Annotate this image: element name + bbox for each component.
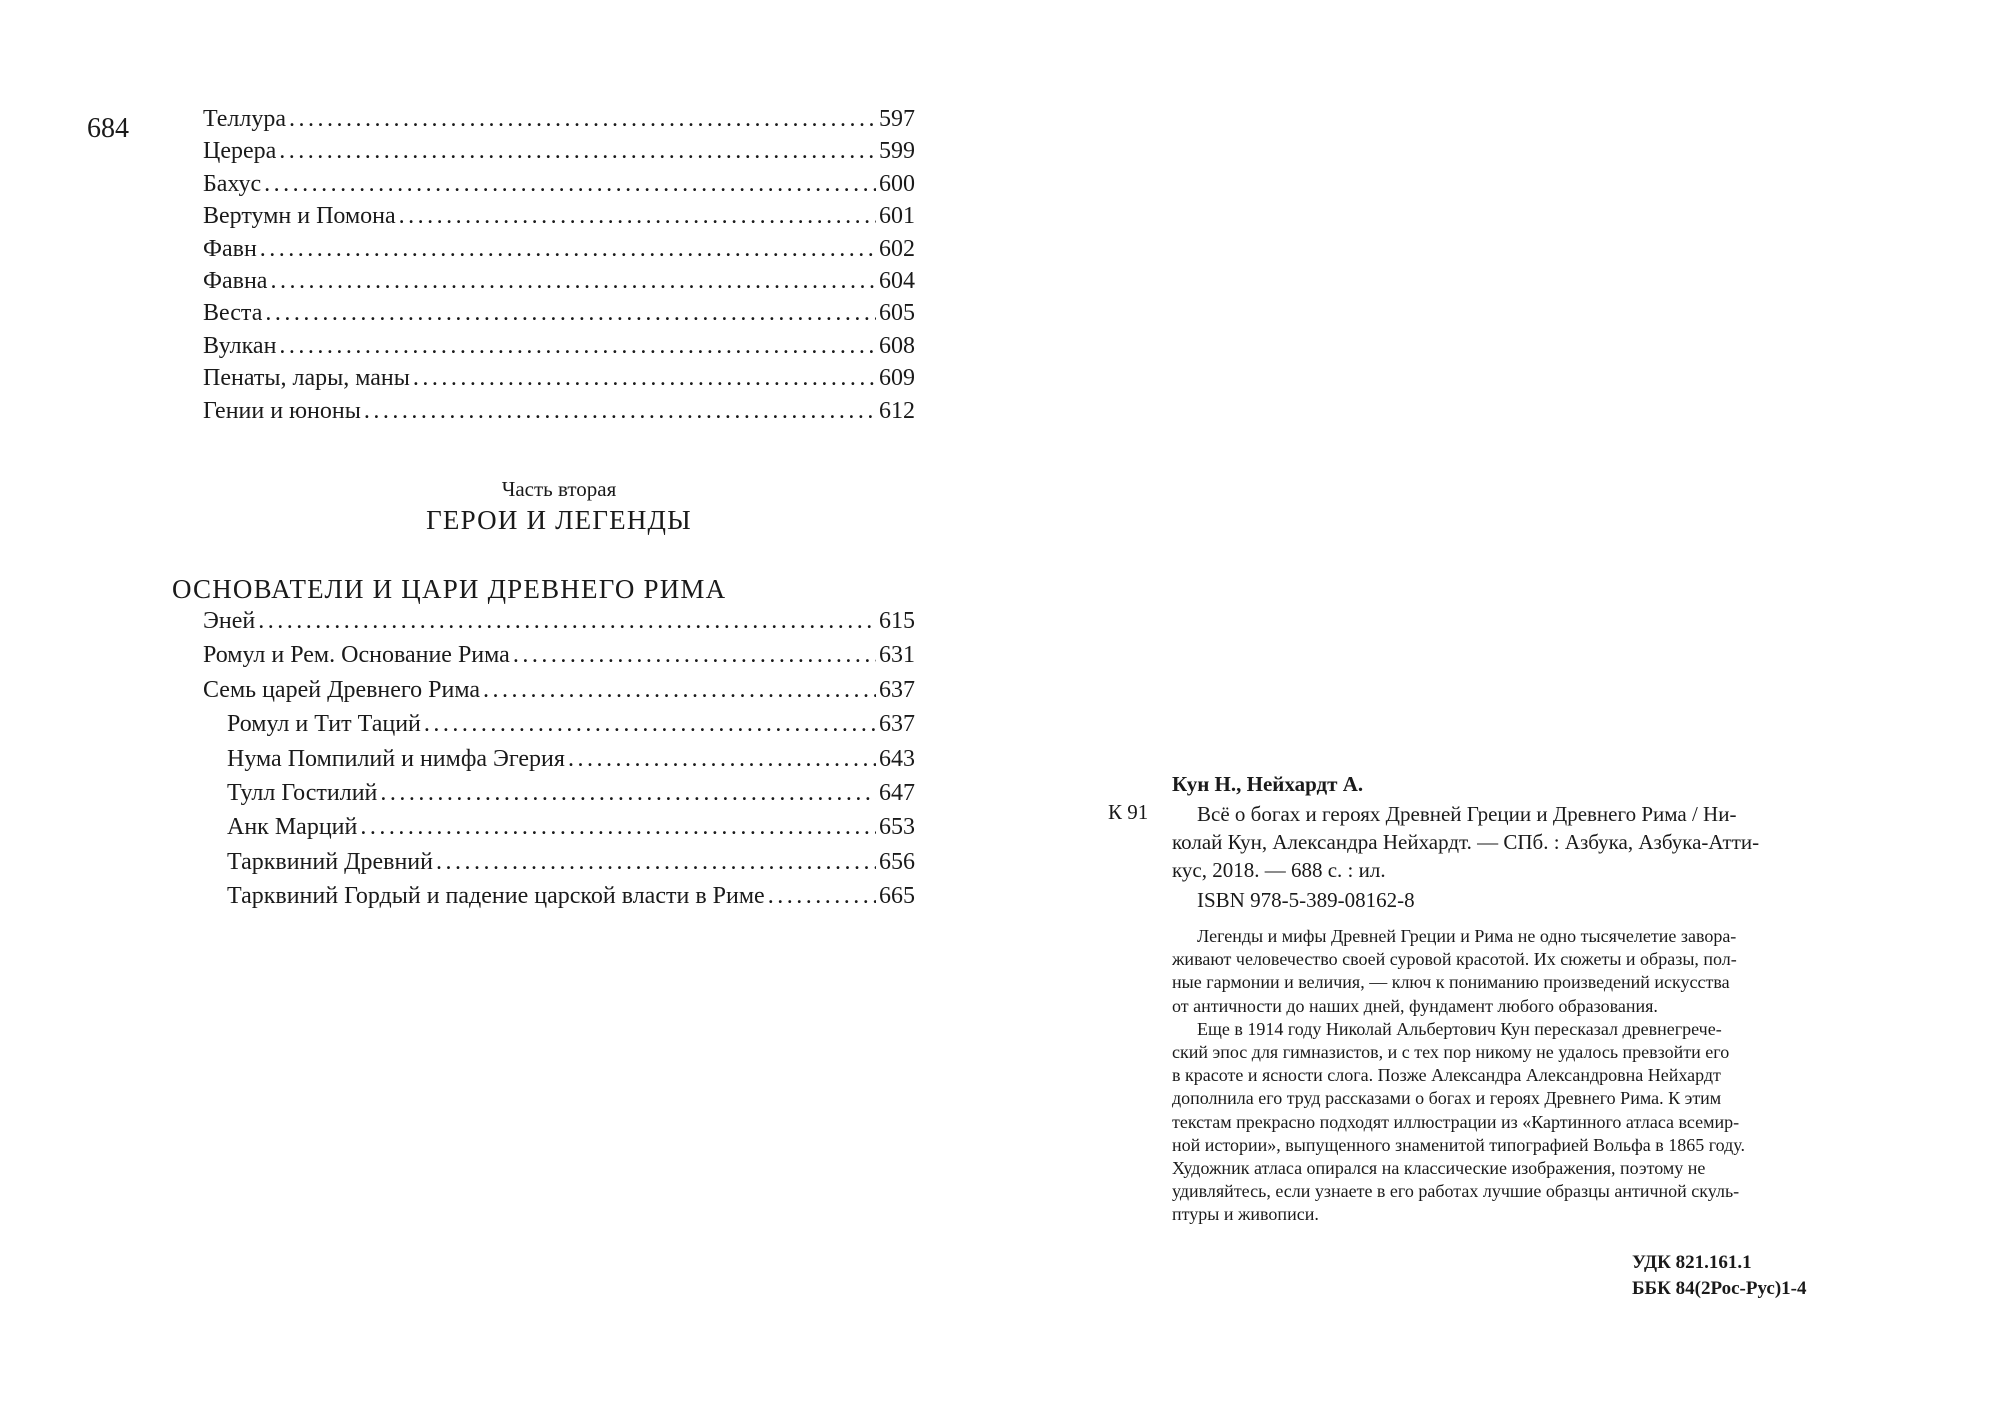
toc-entry-title: Ромул и Рем. Основание Рима — [203, 642, 510, 669]
toc-leader-dots — [364, 398, 876, 425]
toc-entry-title: Фавн — [203, 235, 257, 262]
catalog-description — [1172, 800, 1807, 884]
catalog-description-line: кус, 2018. — 688 с. : ил. — [1172, 858, 1386, 882]
toc-leader-dots — [360, 814, 876, 841]
toc-subentry[interactable] — [203, 780, 915, 814]
toc-entry[interactable] — [203, 677, 915, 711]
toc-entry-title: Тулл Гостилий — [227, 779, 378, 806]
toc-entry[interactable] — [203, 138, 915, 170]
toc-leader-dots — [436, 849, 876, 876]
toc-entry[interactable] — [203, 106, 915, 138]
toc-entry-page: 604 — [879, 267, 915, 294]
toc-entry[interactable] — [203, 300, 915, 332]
toc-entry[interactable] — [203, 365, 915, 397]
toc-list-bottom — [203, 608, 915, 918]
classification-codes — [1632, 1250, 1806, 1302]
udk-code: УДК 821.161.1 — [1632, 1252, 1752, 1273]
toc-subentry[interactable] — [203, 883, 915, 917]
section-title: ОСНОВАТЕЛИ И ЦАРИ ДРЕВНЕГО РИМА — [172, 574, 727, 604]
toc-leader-dots — [279, 138, 876, 165]
toc-entry-page: 600 — [879, 170, 915, 197]
toc-entry-title: Веста — [203, 300, 263, 327]
toc-leader-dots — [568, 746, 876, 773]
toc-leader-dots — [768, 883, 876, 910]
annotation-line: дополнила его труд рассказами о богах и героях Древнего Рима. К этим — [1172, 1088, 1722, 1109]
toc-leader-dots — [258, 608, 876, 635]
toc-entry[interactable] — [203, 642, 915, 676]
toc-subentry[interactable] — [203, 746, 915, 780]
toc-entry-title: Вертумн и Помона — [203, 203, 396, 230]
toc-entry-title: Фавна — [203, 267, 268, 294]
toc-leader-dots — [265, 300, 876, 327]
toc-entry-page: 599 — [879, 138, 915, 165]
toc-leader-dots — [264, 171, 876, 198]
toc-entry-page: 665 — [879, 883, 915, 910]
toc-entry[interactable] — [203, 236, 915, 268]
annotation-line: от античности до наших дней, фундамент любого образования. — [1172, 995, 1658, 1016]
annotation-line: ные гармонии и величия, — ключ к пониманию произведений искусства — [1172, 972, 1730, 993]
toc-entry-title: Гении и юноны — [203, 397, 361, 424]
toc-entry-title: Вулкан — [203, 332, 277, 359]
toc-subentry[interactable] — [203, 849, 915, 883]
toc-entry-title: Эней — [203, 608, 256, 634]
annotation-line: Еще в 1914 году Николай Альбертович Кун пересказал древнегрече- — [1197, 1018, 1722, 1039]
toc-leader-dots — [413, 365, 876, 392]
catalog-isbn: ISBN 978-5-389-08162-8 — [1197, 888, 1415, 912]
toc-entry-page: 653 — [879, 814, 915, 841]
catalog-author: Кун Н., Нейхардт А. — [1172, 772, 1364, 796]
toc-entry-page: 656 — [879, 848, 915, 875]
toc-entry-page: 615 — [879, 608, 915, 634]
toc-entry-page: 597 — [879, 106, 915, 132]
toc-leader-dots — [260, 236, 876, 263]
annotation-line: живают человечество своей суровой красотой. Их сюжеты и образы, пол- — [1172, 949, 1737, 970]
toc-leader-dots — [289, 106, 876, 133]
toc-entry-page: 602 — [879, 235, 915, 262]
toc-entry-title: Семь царей Древнего Рима — [203, 676, 481, 703]
annotation-line: ский эпос для гимназистов, и с тех пор никому не удалось превзойти его — [1172, 1042, 1730, 1063]
toc-entry-page: 608 — [879, 332, 915, 359]
toc-entry[interactable] — [203, 268, 915, 300]
annotation-line: в красоте и ясности слога. Позже Александра Александровна Нейхардт — [1172, 1065, 1721, 1086]
toc-entry-page: 605 — [879, 300, 915, 327]
toc-leader-dots — [279, 333, 876, 360]
part-label: Часть вторая — [501, 477, 617, 501]
toc-entry-title: Бахус — [203, 170, 262, 197]
page-number: 684 — [87, 113, 129, 144]
catalog-index-code: К 91 — [1108, 800, 1149, 824]
toc-entry[interactable] — [203, 608, 915, 642]
toc-entry-page: 647 — [879, 779, 915, 806]
part-title: ГЕРОИ И ЛЕГЕНДЫ — [426, 505, 692, 535]
annotation-line: Легенды и мифы Древней Греции и Рима не одно тысячелетие завора- — [1197, 926, 1737, 946]
toc-subentry[interactable] — [203, 814, 915, 848]
toc-entry-page: 643 — [879, 745, 915, 772]
toc-entry-title: Тарквиний Древний — [227, 848, 433, 875]
catalog-description-line: Всё о богах и героях Древней Греции и Древнего Рима / Ни- — [1197, 802, 1737, 826]
toc-subentry[interactable] — [203, 711, 915, 745]
toc-list-top — [203, 106, 915, 430]
annotation-line: Художник атласа опирался на классические изображения, поэтому не — [1172, 1158, 1706, 1179]
toc-leader-dots — [483, 677, 876, 704]
annotation-line: текстам прекрасно подходят иллюстрации из «Картинного атласа всемир- — [1172, 1111, 1740, 1132]
toc-entry-title: Ромул и Тит Таций — [227, 711, 421, 738]
toc-leader-dots — [424, 711, 876, 738]
annotation-line: удивляйтесь, если узнаете в его работах лучшие образцы античной скуль- — [1172, 1181, 1740, 1202]
bbk-code: ББК 84(2Рос-Рус)1-4 — [1632, 1278, 1807, 1299]
toc-entry[interactable] — [203, 398, 915, 430]
annotation-line: птуры и живописи. — [1172, 1204, 1319, 1225]
toc-leader-dots — [513, 642, 876, 669]
toc-entry[interactable] — [203, 171, 915, 203]
toc-entry-title: Теллура — [203, 106, 287, 132]
toc-entry-page: 609 — [879, 365, 915, 392]
toc-entry-page: 601 — [879, 203, 915, 230]
toc-leader-dots — [270, 268, 876, 295]
toc-entry[interactable] — [203, 333, 915, 365]
toc-entry-page: 612 — [879, 397, 915, 424]
toc-entry-title: Тарквиний Гордый и падение царской власти в Риме — [227, 883, 765, 910]
annotation-line: ной истории», выпущенного знаменитой типографией Вольфа в 1865 году. — [1172, 1134, 1746, 1155]
toc-entry[interactable] — [203, 203, 915, 235]
toc-entry-page: 631 — [879, 642, 915, 669]
toc-entry-title: Нума Помпилий и нимфа Эгерия — [227, 745, 565, 772]
toc-entry-title: Анк Марций — [227, 814, 358, 841]
toc-entry-title: Пенаты, лары, маны — [203, 365, 410, 392]
toc-entry-title: Церера — [203, 138, 277, 165]
toc-entry-page: 637 — [879, 676, 915, 703]
toc-entry-page: 637 — [879, 711, 915, 738]
toc-leader-dots — [399, 203, 876, 230]
catalog-annotation — [1172, 925, 1850, 1227]
toc-leader-dots — [380, 780, 876, 807]
catalog-description-line: колай Кун, Александра Нейхардт. — СПб. : Азбука, Азбука-Атти- — [1172, 830, 1760, 854]
